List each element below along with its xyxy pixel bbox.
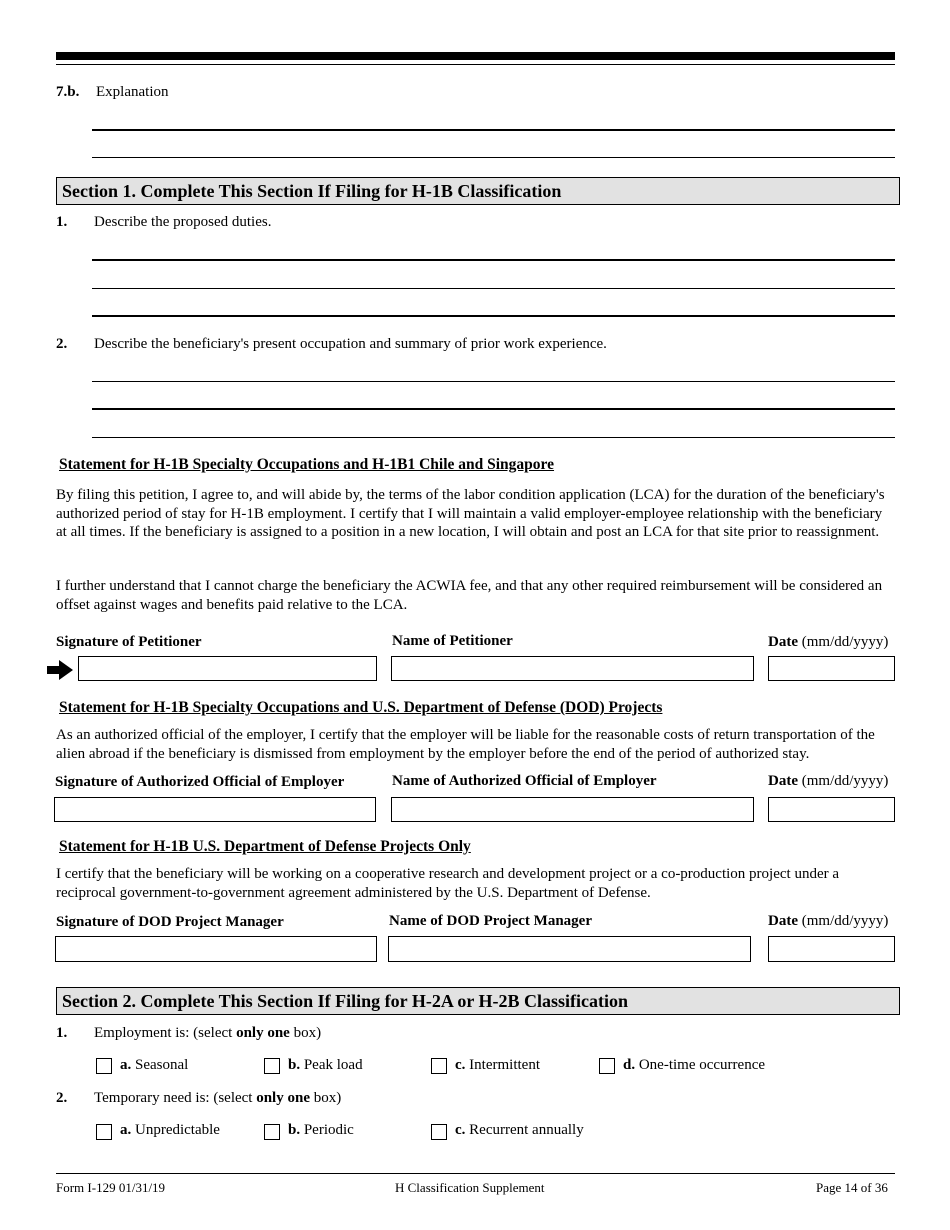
dod-manager-signature-field[interactable] (55, 936, 377, 962)
s2-q2-text: Temporary need is: (select only one box) (94, 1090, 342, 1106)
s1-q1-number: 1. (56, 214, 68, 230)
q7b-number: 7.b. (56, 84, 80, 100)
petitioner-date-field[interactable] (768, 656, 895, 681)
need-unpredictable-checkbox[interactable] (96, 1124, 112, 1140)
statement-lca-para1: By filing this petition, I agree to, and will abide by, the terms of the labor condition application (LCA) for the duration of the beneficiary's authorized period of stay for H-1B employment. I certify that I will maintain a valid employer-employee relationship with the beneficiary at all times. If the beneficiary is assigned to a position in a new location, I will obtain and post an LCA for that site prior to reassignment. (56, 487, 885, 540)
dod-manager-signature-label: Signature of DOD Project Manager (56, 914, 284, 930)
s1-q1-line-2[interactable] (92, 288, 895, 289)
s2-q2-number: 2. (56, 1090, 68, 1106)
q7b-label: Explanation (96, 84, 169, 100)
petitioner-name-field[interactable] (391, 656, 754, 681)
statement-dod-only-title: Statement for H-1B U.S. Department of Defense Projects Only (59, 838, 471, 855)
employment-peak-load-label: b. Peak load (288, 1057, 363, 1073)
top-thick-rule (56, 52, 895, 60)
footer-page-number: Page 14 of 36 (816, 1180, 888, 1195)
s2-q1-number: 1. (56, 1025, 68, 1041)
need-periodic-label: b. Periodic (288, 1122, 354, 1138)
dod-manager-date-label: Date (mm/dd/yyyy) (768, 913, 889, 929)
petitioner-signature-label: Signature of Petitioner (56, 634, 202, 650)
s1-q1-line-3[interactable] (92, 315, 895, 317)
top-thin-rule (56, 64, 895, 65)
official-signature-field[interactable] (54, 797, 376, 822)
section1-header: Section 1. Complete This Section If Filing for H-1B Classification (56, 177, 900, 205)
q7b-line-2[interactable] (92, 157, 895, 158)
employment-peak-load-checkbox[interactable] (264, 1058, 280, 1074)
employment-seasonal-label: a. Seasonal (120, 1057, 189, 1073)
footer-form-id: Form I-129 01/31/19 (56, 1180, 166, 1195)
employment-one-time-label: d. One-time occurrence (623, 1057, 766, 1073)
statement-lca-para2: I further understand that I cannot charge the beneficiary the ACWIA fee, and that any other required reimbursement will be considered an offset against wages and benefits paid relative to the LCA. (56, 578, 883, 613)
statement-dod-title: Statement for H-1B Specialty Occupations and U.S. Department of Defense (DOD) Projects (59, 699, 663, 716)
s2-q1-text: Employment is: (select only one box) (94, 1025, 322, 1041)
s1-q2-number: 2. (56, 336, 68, 352)
employment-one-time-checkbox[interactable] (599, 1058, 615, 1074)
s1-q1-text: Describe the proposed duties. (94, 214, 272, 230)
statement-lca-title: Statement for H-1B Specialty Occupations and H-1B1 Chile and Singapore (59, 456, 555, 473)
statement-dod-para: As an authorized official of the employer, I certify that the employer will be liable for the reasonable costs of return transportation of the alien abroad if the beneficiary is dismissed from employment by the employer before the end of the period of authorized stay. (56, 727, 875, 762)
statement-dod-only-para: I certify that the beneficiary will be working on a cooperative research and development project or a co-production project under a reciprocal government-to-government agreement administered by the U.S. Department of Defense. (56, 866, 840, 901)
footer-title: H Classification Supplement (395, 1180, 545, 1195)
employment-intermittent-label: c. Intermittent (455, 1057, 540, 1073)
employment-intermittent-checkbox[interactable] (431, 1058, 447, 1074)
official-name-field[interactable] (391, 797, 754, 822)
petitioner-date-label: Date (mm/dd/yyyy) (768, 634, 889, 650)
petitioner-signature-field[interactable] (78, 656, 377, 681)
s1-q2-text: Describe the beneficiary's present occupation and summary of prior work experience. (94, 336, 607, 352)
official-name-label: Name of Authorized Official of Employer (392, 773, 657, 789)
need-recurrent-label: c. Recurrent annually (455, 1122, 584, 1138)
need-recurrent-checkbox[interactable] (431, 1124, 447, 1140)
dod-manager-name-label: Name of DOD Project Manager (389, 913, 592, 929)
official-date-label: Date (mm/dd/yyyy) (768, 773, 889, 789)
s1-q1-line-1[interactable] (92, 259, 895, 261)
s1-q2-line-1[interactable] (92, 381, 895, 382)
s1-q2-line-3[interactable] (92, 437, 895, 438)
employment-seasonal-checkbox[interactable] (96, 1058, 112, 1074)
q7b-line-1[interactable] (92, 129, 895, 131)
dod-manager-date-field[interactable] (768, 936, 895, 962)
footer-rule (56, 1173, 895, 1174)
right-arrow-icon (47, 660, 73, 680)
need-periodic-checkbox[interactable] (264, 1124, 280, 1140)
official-signature-label: Signature of Authorized Official of Employer (55, 774, 345, 790)
s1-q2-line-2[interactable] (92, 408, 895, 410)
dod-manager-name-field[interactable] (388, 936, 751, 962)
petitioner-name-label: Name of Petitioner (392, 633, 513, 649)
need-unpredictable-label: a. Unpredictable (120, 1122, 220, 1138)
section2-header: Section 2. Complete This Section If Filing for H-2A or H-2B Classification (56, 987, 900, 1015)
official-date-field[interactable] (768, 797, 895, 822)
